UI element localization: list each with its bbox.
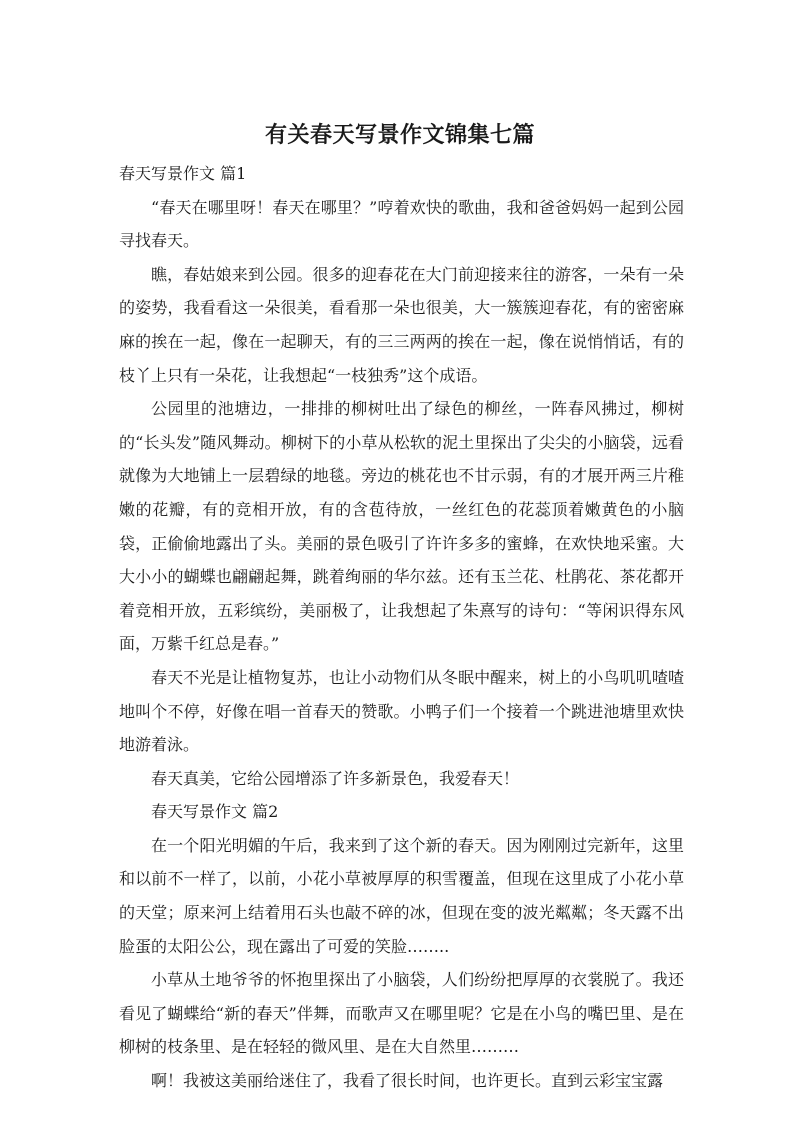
paragraph: 瞧，春姑娘来到公园。很多的迎春花在大门前迎接来往的游客，一朵有一朵的姿势，我看看这一朵很美，看看那一朵也很美，大一簇簇迎春花，有的密密麻麻的挨在一起，像在一起聊天，有的三三两两的挨在一起，像在说悄悄话，有的枝丫上只有一朵花，让我想起“一枝独秀”这个成语。 (119, 264, 684, 385)
document-title: 有关春天写景作文锦集七篇 (264, 123, 535, 148)
paragraph: 公园里的池塘边，一排排的柳树吐出了绿色的柳丝，一阵春风拂过，柳树的“长头发”随风舞动。柳树下的小草从松软的泥土里探出了尖尖的小脑袋，远看就像为大地铺上一层碧绿的地毯。旁边的桃花也不甘示弱，有的才展开两三片稚嫩的花瓣，有的竞相开放，有的含苞待放，一丝红色的花蕊顶着嫩黄色的小脑袋，正偷偷地露出了头。美丽的景色吸引了许许多多的蜜蜂，在欢快地采蜜。大大小小的蝴蝶也翩翩起舞，跳着绚丽的华尔兹。还有玉兰花、杜鹃花、茶花都开着竞相开放，五彩缤纷，美丽极了，让我想起了朱熹写的诗句：“等闲识得东风面，万紫千红总是春。” (119, 399, 684, 654)
paragraph: 春天不光是让植物复苏，也让小动物们从冬眠中醒来，树上的小鸟叽叽喳喳地叫个不停，好像在唱一首春天的赞歌。小鸭子们一个接着一个跳进池塘里欢快地游着泳。 (119, 667, 684, 755)
paragraph: “春天在哪里呀！春天在哪里？”哼着欢快的歌曲，我和爸爸妈妈一起到公园寻找春天。 (119, 197, 684, 251)
paragraph: 小草从土地爷爷的怀抱里探出了小脑袋，人们纷纷把厚厚的衣裳脱了。我还看见了蝴蝶给“新的春天”伴舞，而歌声又在哪里呢？它是在小鸟的嘴巴里、是在柳树的枝条里、是在轻轻的微风里、是在大自然里……… (119, 970, 684, 1057)
section-heading-2: 春天写景作文 篇2 (151, 802, 279, 822)
section-heading-1: 春天写景作文 篇1 (119, 164, 247, 183)
paragraph: 春天真美，它给公园增添了许多新景色，我爱春天！ (151, 768, 520, 788)
paragraph: 在一个阳光明媚的午后，我来到了这个新的春天。因为刚刚过完新年，这里和以前不一样了，以前，小花小草被厚厚的积雪覆盖，但现在这里成了小花小草的天堂；原来河上结着用石头也敲不碎的冰，但现在变的波光粼粼；冬天露不出脸蛋的太阳公公，现在露出了可爱的笑脸…….. (119, 835, 684, 956)
document-body (119, 157, 684, 1098)
paragraph: 啊！我被这美丽给迷住了，我看了很长时间，也许更长。直到云彩宝宝露 (151, 1071, 664, 1091)
